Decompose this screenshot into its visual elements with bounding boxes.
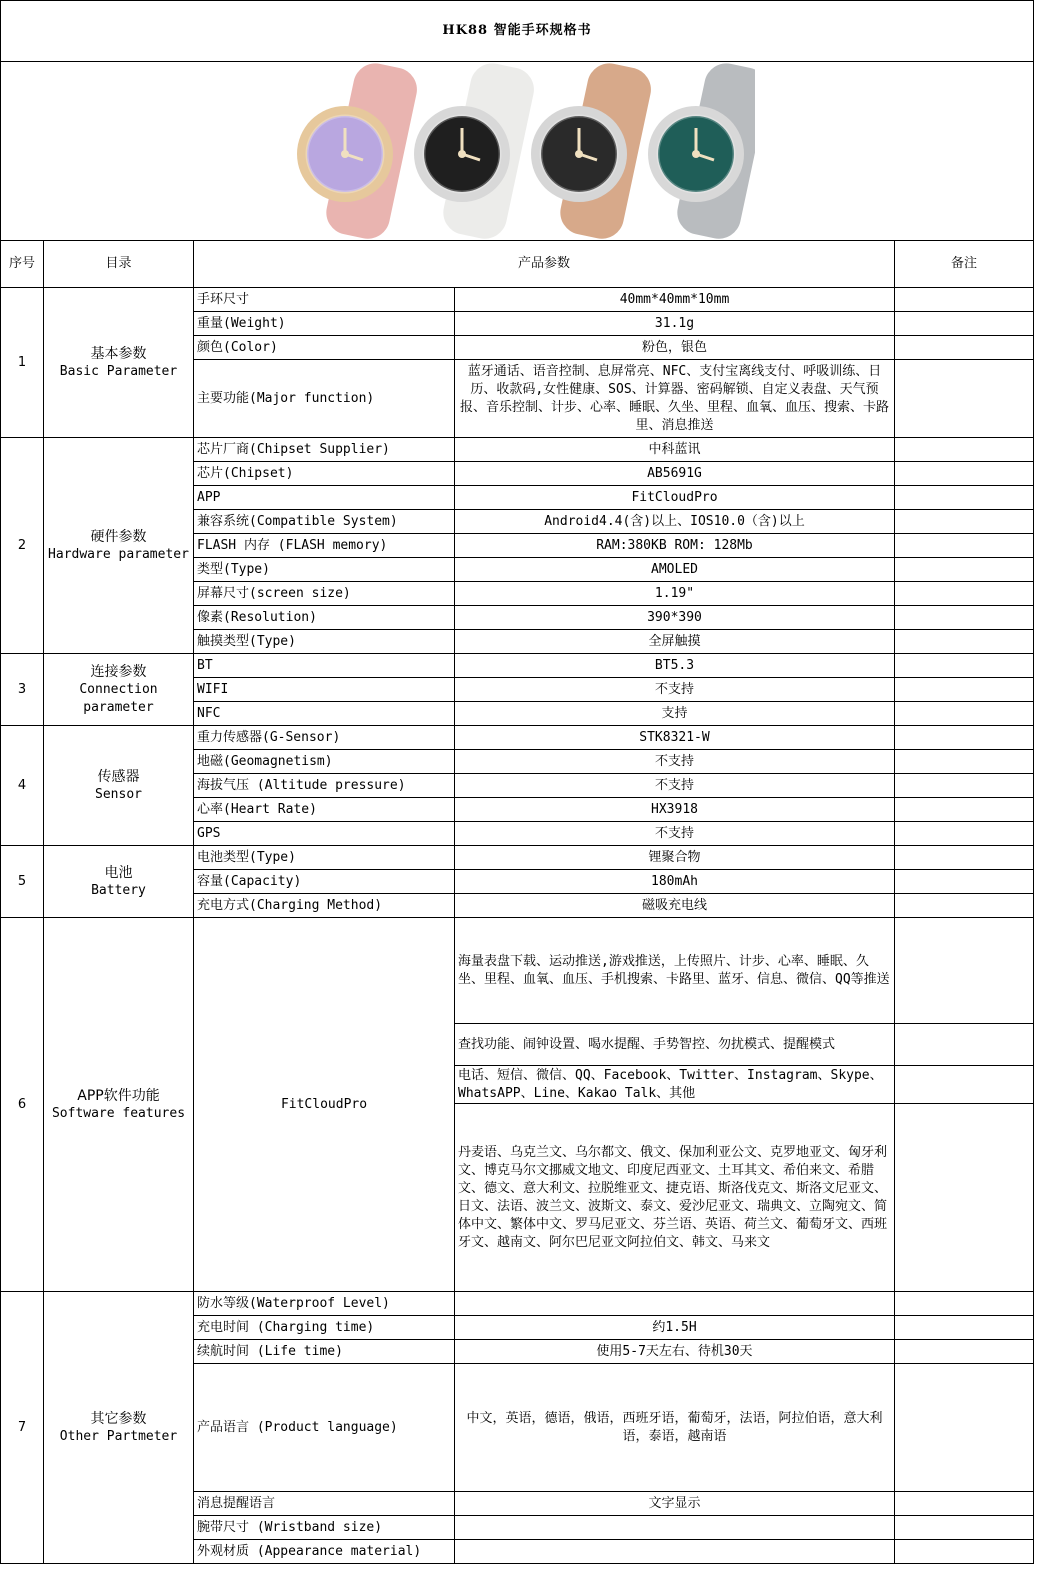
param-value: 中科蓝讯 (455, 438, 895, 462)
param-label: 电池类型(Type) (194, 846, 455, 870)
param-value: BT5.3 (455, 654, 895, 678)
remark-cell (895, 1492, 1034, 1516)
param-value: FitCloudPro (455, 486, 895, 510)
param-label: 类型(Type) (194, 558, 455, 582)
remark-cell (895, 336, 1034, 360)
section-category: APP软件功能 Software features (44, 918, 194, 1292)
remark-cell (895, 558, 1034, 582)
table-row (1, 726, 1034, 750)
param-label: 芯片(Chipset) (194, 462, 455, 486)
remark-cell (895, 1540, 1034, 1564)
param-value: 不支持 (455, 750, 895, 774)
remark-cell (895, 1104, 1034, 1292)
param-label: 充电时间 (Charging time) (194, 1316, 455, 1340)
param-value: RAM:380KB ROM: 128Mb (455, 534, 895, 558)
section-category: 连接参数 Connection parameter (44, 654, 194, 726)
param-value: 不支持 (455, 774, 895, 798)
param-value: 文字显示 (455, 1492, 895, 1516)
remark-cell (895, 486, 1034, 510)
section-number: 4 (1, 726, 44, 846)
header-remark: 备注 (895, 241, 1034, 288)
remark-cell (895, 918, 1034, 1024)
product-photo (1, 62, 1034, 241)
header-params: 产品参数 (194, 241, 895, 288)
remark-cell (895, 360, 1034, 438)
page-title: HK88 智能手环规格书 (1, 1, 1034, 62)
param-label: 消息提醒语言 (194, 1492, 455, 1516)
param-value: 约1.5H (455, 1316, 895, 1340)
remark-cell (895, 510, 1034, 534)
table-row (1, 1292, 1034, 1316)
table-row (1, 288, 1034, 312)
section-number: 2 (1, 438, 44, 654)
watch-lineup-image (285, 62, 755, 240)
remark-cell (895, 534, 1034, 558)
param-label: 地磁(Geomagnetism) (194, 750, 455, 774)
remark-cell (895, 288, 1034, 312)
param-value: 40mm*40mm*10mm (455, 288, 895, 312)
table-row (1, 438, 1034, 462)
feature-text: 海量表盘下载、运动推送,游戏推送，上传照片、计步、心率、睡眠、久坐、里程、血氧、血压、手机搜索、卡路里、蓝牙、信息、微信、QQ等推送 (455, 918, 895, 1024)
param-label: APP (194, 486, 455, 510)
param-value: 粉色，银色 (455, 336, 895, 360)
param-label: FLASH 内存 (FLASH memory) (194, 534, 455, 558)
param-value (455, 1540, 895, 1564)
param-label: 充电方式(Charging Method) (194, 894, 455, 918)
remark-cell (895, 1066, 1034, 1104)
section-category: 基本参数 Basic Parameter (44, 288, 194, 438)
remark-cell (895, 798, 1034, 822)
param-label: BT (194, 654, 455, 678)
param-value: 全屏触摸 (455, 630, 895, 654)
param-value: 不支持 (455, 678, 895, 702)
param-label: 手环尺寸 (194, 288, 455, 312)
param-value (455, 1516, 895, 1540)
param-label: NFC (194, 702, 455, 726)
table-row (1, 846, 1034, 870)
section-number: 5 (1, 846, 44, 918)
param-label: 续航时间 (Life time) (194, 1340, 455, 1364)
section-category: 电池 Battery (44, 846, 194, 918)
rose-gold-watch (531, 62, 655, 240)
remark-cell (895, 870, 1034, 894)
remark-cell (895, 1340, 1034, 1364)
remark-cell (895, 678, 1034, 702)
remark-cell (895, 750, 1034, 774)
param-label: GPS (194, 822, 455, 846)
white-watch (414, 62, 538, 240)
section-category: 硬件参数 Hardware parameter (44, 438, 194, 654)
param-value: 390*390 (455, 606, 895, 630)
feature-text: 查找功能、闹钟设置、喝水提醒、手势智控、勿扰模式、提醒模式 (455, 1024, 895, 1066)
param-value: 不支持 (455, 822, 895, 846)
param-label: 海拔气压 (Altitude pressure) (194, 774, 455, 798)
param-label: 触摸类型(Type) (194, 630, 455, 654)
feature-text: 丹麦语、乌克兰文、乌尔都文、俄文、保加利亚公文、克罗地亚文、匈牙利文、博克马尔文挪威文地文、印度尼西亚文、土耳其文、希伯来文、希腊文、德文、意大利文、拉脱维亚文、捷克语、斯洛伐克文、斯洛文尼亚文、日文、法语、波兰文、波斯文、泰文、爱沙尼亚文、瑞典文、立陶宛文、简体中文、繁体中文、罗马尼亚文、芬兰语、英语、荷兰文、葡萄牙文、西班牙文、越南文、阿尔巴尼亚文阿拉伯文、韩文、马来文 (455, 1104, 895, 1292)
param-value: 蓝牙通话、语音控制、息屏常亮、NFC、支付宝离线支付、呼吸训练、日历、收款码,女性健康、SOS、计算器、密码解锁、自定义表盘、天气预报、音乐控制、计步、心率、睡眠、久坐、里程、血氧、血压、搜索、卡路里、消息推送 (455, 360, 895, 438)
section-number: 6 (1, 918, 44, 1292)
table-row (1, 654, 1034, 678)
param-label: 防水等级(Waterproof Level) (194, 1292, 455, 1316)
remark-cell (895, 312, 1034, 336)
remark-cell (895, 726, 1034, 750)
header-no: 序号 (1, 241, 44, 288)
remark-cell (895, 1292, 1034, 1316)
pink-watch (297, 62, 421, 240)
param-value: 中文，英语，德语，俄语，西班牙语，葡萄牙，法语，阿拉伯语，意大利语，泰语，越南语 (455, 1364, 895, 1492)
param-label: 屏幕尺寸(screen size) (194, 582, 455, 606)
param-value: 支持 (455, 702, 895, 726)
remark-cell (895, 1024, 1034, 1066)
section-number: 1 (1, 288, 44, 438)
param-value: 磁吸充电线 (455, 894, 895, 918)
remark-cell (895, 438, 1034, 462)
remark-cell (895, 1316, 1034, 1340)
remark-cell (895, 654, 1034, 678)
param-label: 容量(Capacity) (194, 870, 455, 894)
param-label: 重力传感器(G-Sensor) (194, 726, 455, 750)
feature-text: 电话、短信、微信、QQ、Facebook、Twitter、Instagram、Skype、WhatsAPP、Line、Kakao Talk、其他 (455, 1066, 895, 1104)
param-label: WIFI (194, 678, 455, 702)
remark-cell (895, 702, 1034, 726)
section-category: 其它参数 Other Partmeter (44, 1292, 194, 1564)
param-label: 颜色(Color) (194, 336, 455, 360)
param-label: 重量(Weight) (194, 312, 455, 336)
table-row (1, 918, 1034, 1024)
remark-cell (895, 462, 1034, 486)
param-value: AB5691G (455, 462, 895, 486)
remark-cell (895, 894, 1034, 918)
remark-cell (895, 822, 1034, 846)
param-label: 芯片厂商(Chipset Supplier) (194, 438, 455, 462)
param-value: 180mAh (455, 870, 895, 894)
section-number: 7 (1, 1292, 44, 1564)
param-value: 使用5-7天左右、待机30天 (455, 1340, 895, 1364)
param-label: 心率(Heart Rate) (194, 798, 455, 822)
param-value: 1.19" (455, 582, 895, 606)
param-value: 锂聚合物 (455, 846, 895, 870)
remark-cell (895, 774, 1034, 798)
param-value: 31.1g (455, 312, 895, 336)
param-label: 主要功能(Major function) (194, 360, 455, 438)
param-value: STK8321-W (455, 726, 895, 750)
remark-cell (895, 606, 1034, 630)
param-value: AMOLED (455, 558, 895, 582)
remark-cell (895, 846, 1034, 870)
param-value (455, 1292, 895, 1316)
param-label: 兼容系统(Compatible System) (194, 510, 455, 534)
param-label: 腕带尺寸 (Wristband size) (194, 1516, 455, 1540)
silver-watch (648, 62, 755, 240)
param-label: 像素(Resolution) (194, 606, 455, 630)
header-category: 目录 (44, 241, 194, 288)
section-number: 3 (1, 654, 44, 726)
app-name: FitCloudPro (194, 918, 455, 1292)
remark-cell (895, 1516, 1034, 1540)
section-category: 传感器 Sensor (44, 726, 194, 846)
remark-cell (895, 1364, 1034, 1492)
param-label: 外观材质 (Appearance material) (194, 1540, 455, 1564)
remark-cell (895, 582, 1034, 606)
remark-cell (895, 630, 1034, 654)
param-label: 产品语言 (Product language) (194, 1364, 455, 1492)
param-value: Android4.4(含)以上、IOS10.0（含)以上 (455, 510, 895, 534)
param-value: HX3918 (455, 798, 895, 822)
